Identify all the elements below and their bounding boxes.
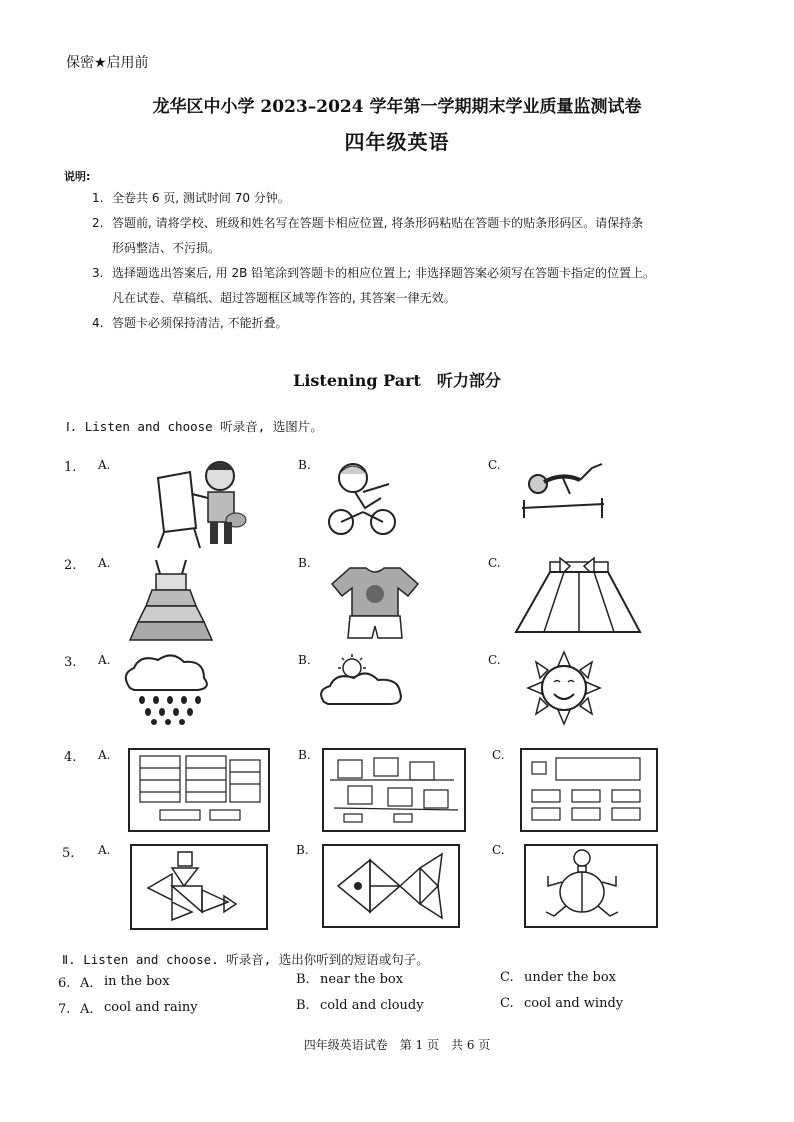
notes-heading: 说明:: [64, 170, 91, 183]
page-footer: 四年级英语试卷 第 1 页 共 6 页: [303, 1038, 491, 1052]
exam-title: 龙华区中小学 2023–2024 学年第一学期期末学业质量监测试卷: [152, 97, 642, 117]
tangram-person-icon: [130, 844, 268, 930]
note-text: 选择题选出答案后, 用 2B 铅笔涂到答题卡的相应位置上; 非选择题答案必须写在答题卡指定的位置上。: [112, 266, 655, 280]
option-label: B.: [298, 653, 311, 667]
tangram-turtle-icon: [524, 844, 658, 928]
option-label: B.: [298, 458, 311, 472]
cycling-boy-icon: [325, 458, 405, 536]
note-text: 凡在试卷、草稿纸、超过答题框区域等作答的, 其答案一律无效。: [112, 291, 456, 305]
option-text: cool and windy: [524, 996, 624, 1011]
part1-heading: Ⅰ. Listen and choose 听录音, 选图片。: [66, 419, 323, 434]
skirt-icon: [514, 556, 642, 640]
option-label: B.: [296, 843, 309, 857]
option-label: A.: [98, 748, 111, 762]
question-number: 2.: [64, 558, 77, 573]
tshirt-shorts-icon: [330, 566, 420, 640]
option-label: A.: [80, 1002, 94, 1017]
confidential-label: 保密★启用前: [66, 55, 149, 71]
tangram-fish-icon: [322, 844, 460, 928]
part2-heading: Ⅱ. Listen and choose. 听录音, 选出你听到的短语或句子。: [62, 952, 429, 967]
option-label: A.: [98, 556, 111, 570]
smiling-sun-icon: [522, 652, 606, 724]
listening-section-title: Listening Part 听力部分: [293, 371, 501, 390]
option-label: A.: [98, 458, 111, 472]
question-number: 4.: [64, 750, 77, 765]
question-number: 6.: [58, 976, 71, 991]
rain-cloud-icon: [120, 652, 214, 724]
option-label: B.: [298, 556, 311, 570]
option-label: B.: [296, 972, 310, 987]
option-label: C.: [488, 458, 501, 472]
note-text: 形码整洁、不污损。: [112, 241, 221, 255]
option-text: cold and cloudy: [320, 998, 424, 1013]
option-label: A.: [98, 653, 111, 667]
option-text: in the box: [104, 974, 170, 989]
option-label: C.: [492, 843, 505, 857]
option-label: A.: [98, 843, 111, 857]
sun-cloud-icon: [318, 654, 404, 708]
note-num: 2.: [92, 216, 104, 230]
option-label: B.: [296, 998, 310, 1013]
dress-icon: [128, 556, 214, 642]
option-label: C.: [500, 996, 514, 1011]
library-icon: [128, 748, 270, 832]
high-jump-girl-icon: [518, 458, 608, 518]
note-text: 全卷共 6 页, 测试时间 70 分钟。: [112, 191, 290, 205]
computer-room-icon: [322, 748, 466, 832]
question-number: 7.: [58, 1002, 71, 1017]
option-text: cool and rainy: [104, 1000, 198, 1015]
note-num: 4.: [92, 316, 104, 330]
painting-boy-icon: [150, 458, 250, 550]
option-label: C.: [488, 556, 501, 570]
note-num: 1.: [92, 191, 104, 205]
option-label: C.: [488, 653, 501, 667]
question-number: 5.: [62, 846, 75, 861]
question-number: 1.: [64, 460, 77, 475]
option-label: B.: [298, 748, 311, 762]
option-label: C.: [492, 748, 505, 762]
question-number: 3.: [64, 655, 77, 670]
option-label: A.: [80, 976, 94, 991]
note-num: 3.: [92, 266, 104, 280]
note-text: 答题前, 请将学校、班级和姓名写在答题卡相应位置, 将条形码粘贴在答题卡的贴条形码区。请保持条: [112, 216, 644, 230]
note-text: 答题卡必须保持清洁, 不能折叠。: [112, 316, 288, 330]
option-label: C.: [500, 970, 514, 985]
option-text: near the box: [320, 972, 404, 987]
classroom-icon: [520, 748, 658, 832]
exam-subtitle: 四年级英语: [344, 130, 450, 154]
option-text: under the box: [524, 970, 617, 985]
